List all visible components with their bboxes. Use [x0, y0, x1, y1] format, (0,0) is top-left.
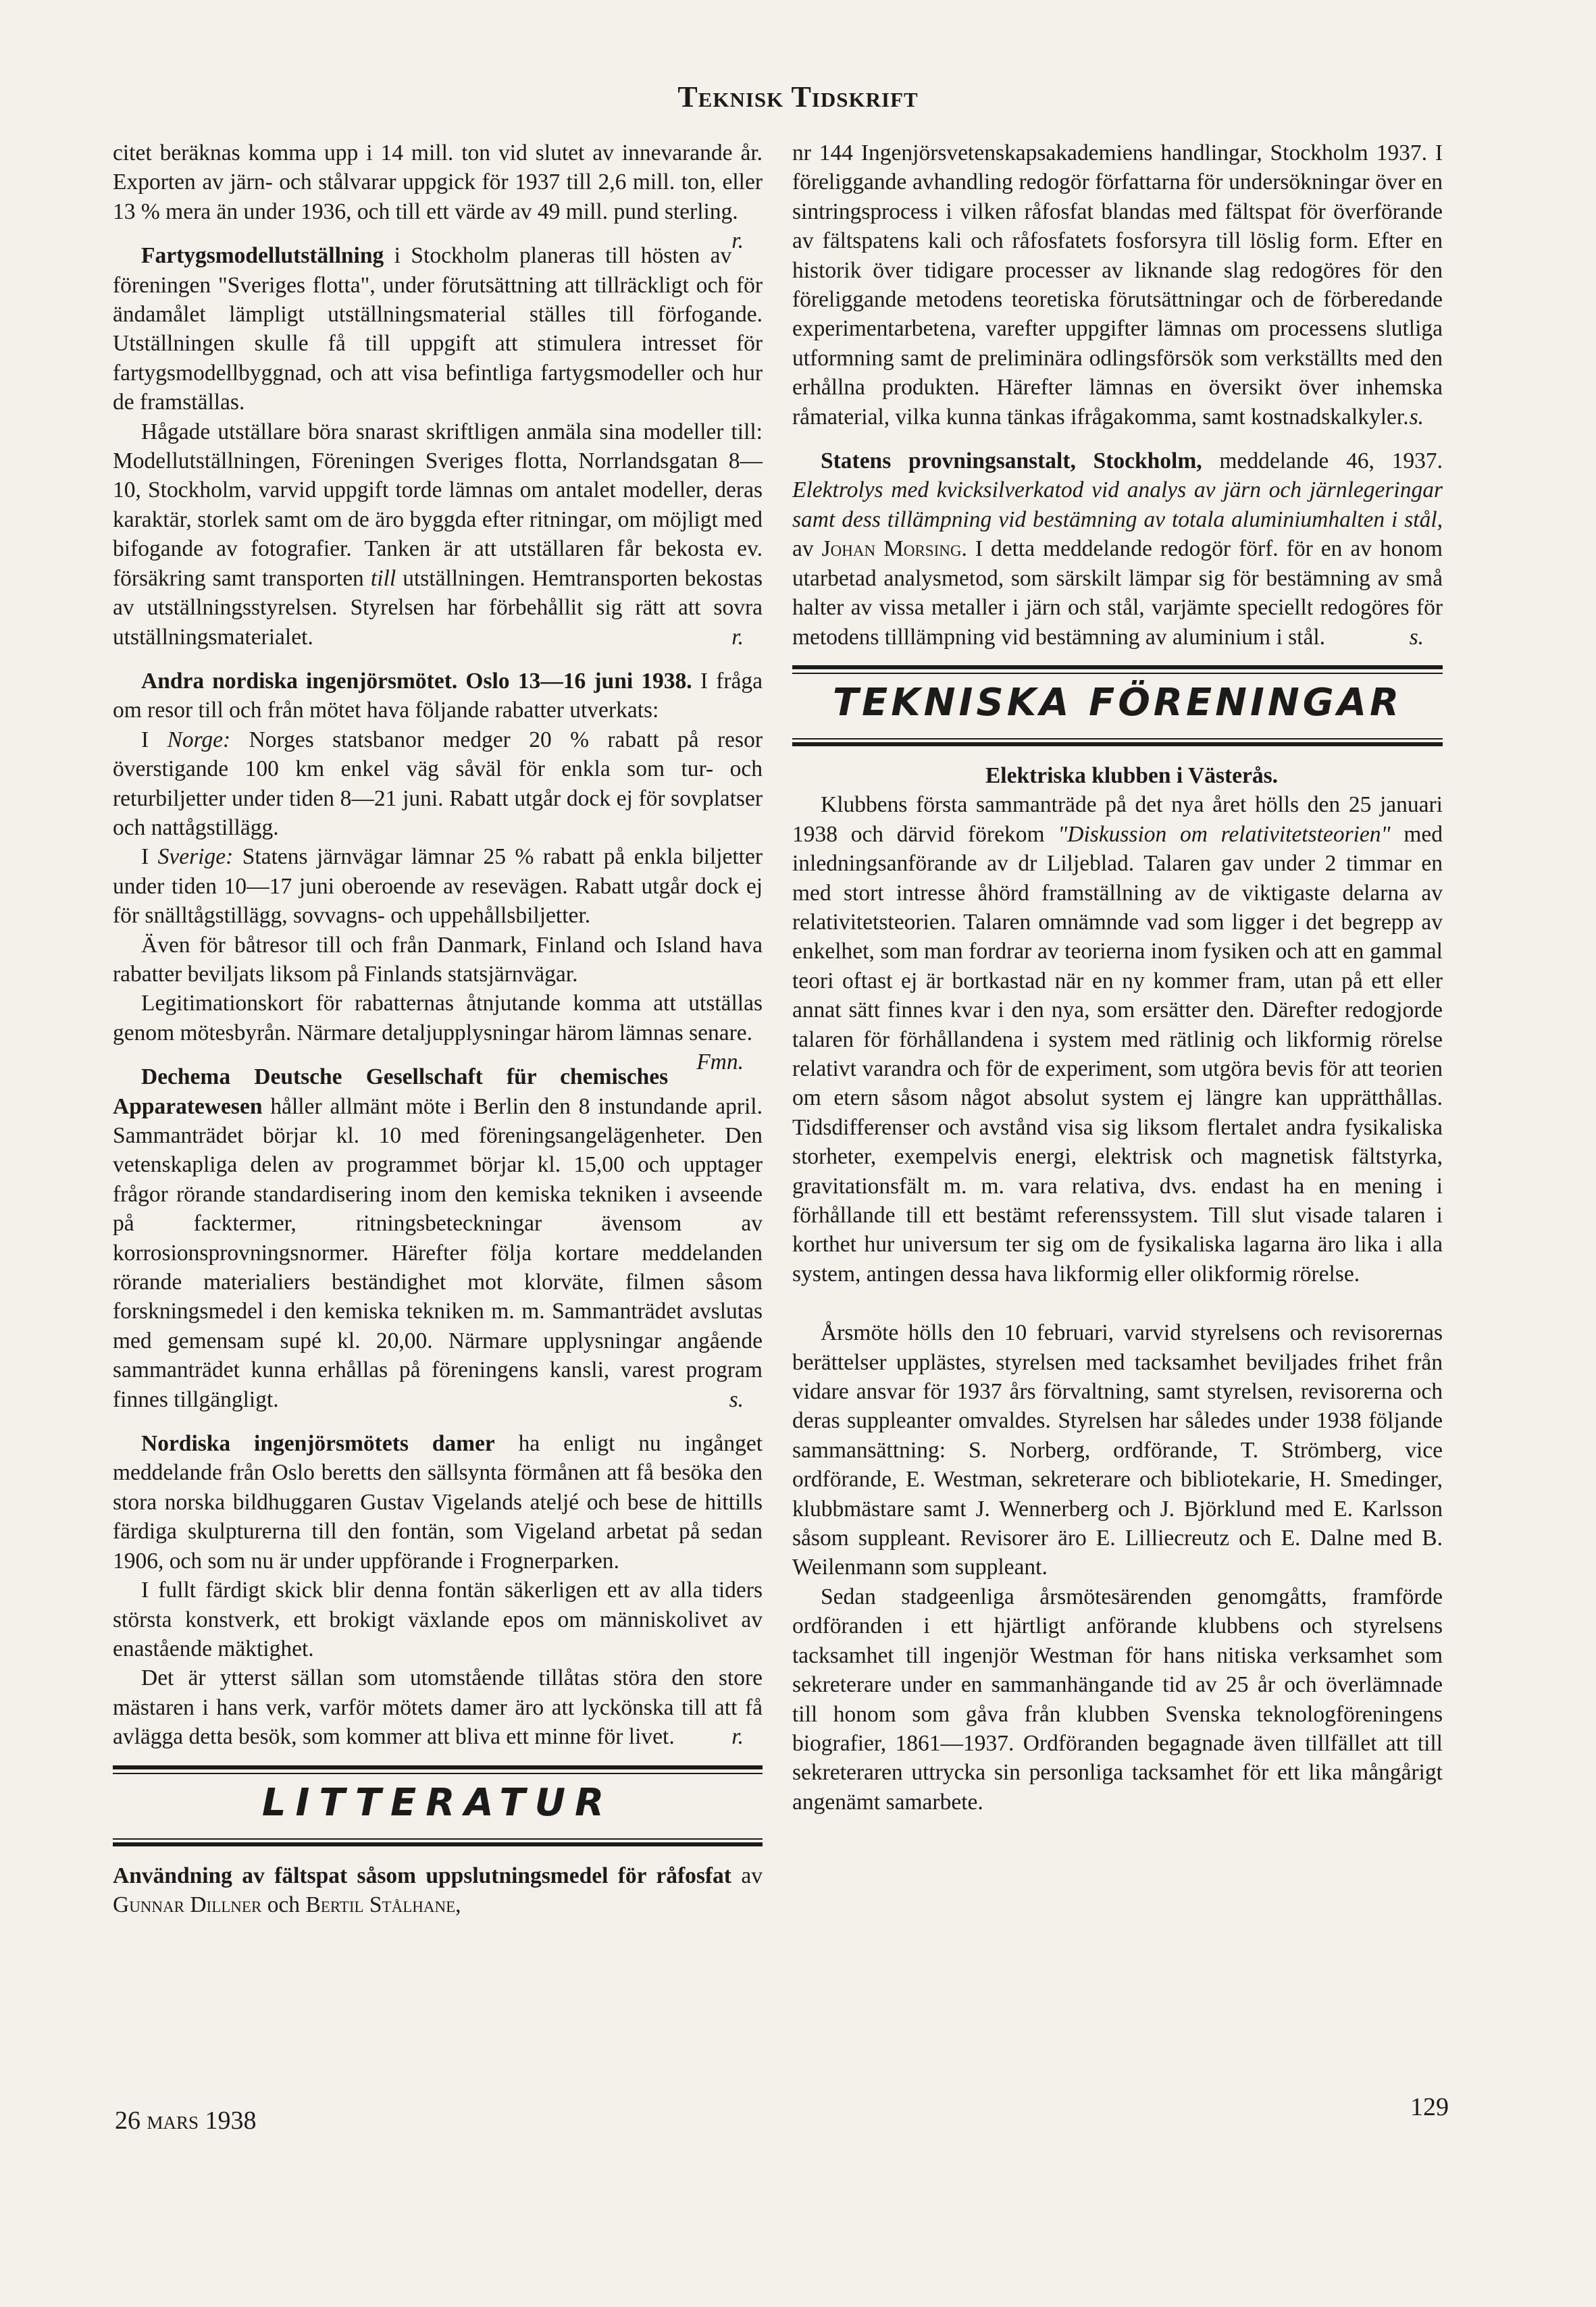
paragraph-literature-feldspar: Användning av fältspat såsom uppslutningsmedel för råfosfat av Gunnar Dillner och Bertil Stålhane,	[113, 1863, 763, 1917]
paragraph-heading: Statens provningsanstalt, Stockholm,	[821, 448, 1202, 474]
paragraph-annual-meeting: Årsmöte hölls den 10 februari, varvid styrelsens och revisorernas berättelser upplästes, styrelsen med tacksamhet beviljades frihet från vidare ansvar för 1937 års förvaltning, samt styrelsen, revisorerna och deras suppleanter omvaldes. Styrelsen har således under 1938 följande sammansättning: S. Norberg, ordförande, T. Strömberg, vice ordförande, E. Westman, sekreterare och bibliotekarie, H. Smedinger, klubbmästare samt J. Wennerberg och J. Björklund med E. Karlsson såsom suppleant. Revisorer äro E. Lilliecreutz och E. Dalne med B. Weilenmann som suppleant.	[792, 1320, 1443, 1580]
section-rule-bottom-thick	[792, 742, 1443, 746]
paragraph-tribute: Sedan stadgeenliga årsmötesärenden genomgåtts, framförde ordföranden i ett hjärtligt anförande klubbens och styrelsens tacksamhet till ingenjör Westman för hans nitiska verksamhet som sekreterare under en sammanhängande tid av 25 år och överlämnade till honom som gåva från klubben Svenska teknologföreningens biografier, 1861—1937. Ordföranden begagnade även tillfället att till sekreteraren uttrycka sin personliga tacksamhet för ett lika mångårigt angenämt samarbete.	[792, 1584, 1443, 1815]
section-rule-top	[113, 1765, 763, 1769]
signature: s.	[729, 1386, 744, 1412]
section-heading-tekniska-foreningar: TEKNISKA FÖRENINGAR	[832, 680, 1403, 725]
paragraph-identity-cards: Legitimationskort för rabatternas åtnjutande komma att utställas genom mötesbyrån. Närmare detaljupplysningar härom lämnas senare. Fmn.	[113, 989, 763, 1047]
paragraph-boat-travel: Även för båtresor till och från Danmark, Finland och Island hava rabatter beviljats liksom på Finlands statsjärnvägar.	[113, 932, 763, 987]
paragraph-provningsanstalt: Statens provningsanstalt, Stockholm, meddelande 46, 1937. Elektrolys med kvicksilverkatod vid analys av järn och järnlegeringar samt dess tillämpning vid bestämning av totala aluminiumhalten i stål, av Johan Morsing. I detta meddelande redogör förf. för en av honom utarbetad analysmetod, som särskilt lämpar sig för bestämning av små halter av vissa metaller i järn och stål, varjämte speciellt redogöres för metodens tilllämpning vid bestämning av aluminium i stål. s.	[792, 446, 1443, 652]
paragraph-fountain: I fullt färdigt skick blir denna fontän säkerligen ett av alla tiders största konstverk, ett brokigt växlande epos om människolivet av enastående mäktighet.	[113, 1578, 763, 1661]
signature: r.	[731, 228, 744, 254]
section-rule-bottom-thick	[113, 1842, 763, 1846]
paragraph-dechema: Dechema Deutsche Gesellschaft für chemisches Apparatewesen håller allmänt möte i Berlin den 8 instundande april. Sammanträdet börjar kl. 10 med föreningsangelägenheter. Den vetenskapliga delen av programmet börjar kl. 15,00 och upptager frågor rörande standardisering inom den kemiska tekniken i avseende på facktermer, ritningsbeteckningar ävensom av korrosionsprovningsnormer. Härefter följa kortare meddelanden rörande materialiers beständighet mot klorväte, filmen såsom forskningsmedel i den kemiska tekniken m. m. Sammanträdet avslutas med gemensam supé kl. 20,00. Närmare upplysningar angående sammanträdet kunna erhållas på föreningens kansli, varest program finnes tillgängligt. s.	[113, 1062, 763, 1414]
paragraph-feldspar-continued: nr 144 Ingenjörsvetenskapsakademiens handlingar, Stockholm 1937. I föreliggande avhandling redogör författarna för undersökningar över en sintringsprocess i vilken råfosfat blandas med fältspat för överförande av fältspatens kali och råfosfatets fosforsyra till löslig form. Efter en historik över tidigare processer av liknande slag redogöres för den föreliggande metodens teoretiska förutsättningar och de förberedande experimentarbetena, varefter uppgifter lämnas om processens slutliga utformning samt de preliminära odlingsförsök som verkställts med den erhållna produkten. Härefter lämnas en översikt över inhemska råmaterial, vilka kunna tänkas ifrågakomma, samt kostnadskalkyler. s.	[792, 138, 1443, 432]
section-rule-bottom	[113, 1838, 763, 1840]
paragraph-heading: Fartygsmodellutställning	[141, 243, 384, 269]
paragraph-visit: Det är ytterst sällan som utomstående tillåtas störa den store mästaren i hans verk, varför mötets damer äro att lyckönska till att få avlägga detta besök, som kommer att bliva ett minne för livet. r.	[113, 1663, 763, 1751]
paragraph-sweden: I Sverige: Statens järnvägar lämnar 25 % rabatt på enkla biljetter under tiden 10—17 juni oberoende av resevägen. Rabatt utgår dock ej för snälltågstillägg, sovvagns- och uppehållsbiljetter.	[113, 844, 763, 929]
section-rule-top	[792, 665, 1443, 669]
page-number: 129	[1410, 2093, 1449, 2121]
section-rule-bottom	[792, 738, 1443, 740]
paragraph-nordic-engineers-meeting: Andra nordiska ingenjörsmötet. Oslo 13—16 juni 1938. I fråga om resor till och från mötet hava följande rabatter utverkats:	[113, 668, 763, 723]
section-heading-litteratur: LITTERATUR	[261, 1780, 614, 1825]
paragraph-heading: Nordiska ingenjörsmötets damer	[141, 1431, 495, 1457]
paragraph-norway: I Norge: Norges statsbanor medger 20 % rabatt på resor överstigande 100 km enkel väg såväl för enkla som tur- och returbiljetter under tiden 8—21 juni. Rabatt utgår dock ej för sovplatser och nattågstillägg.	[113, 727, 763, 840]
signature: r.	[731, 624, 744, 650]
signature: s.	[1409, 624, 1424, 650]
signature: Fmn.	[696, 1049, 744, 1075]
right-column	[792, 138, 1443, 1817]
paragraph-ship-model-exhibition: Fartygsmodellutställning i Stockholm planeras till hösten av föreningen "Sveriges flotta", under förutsättning att tillräckligt och för ändamålet lämpligt utställningsmaterial ställes till förfogande. Utställningen skulle få till uppgift att stimulera intresset för fartygsmodellbyggnad, och att visa befintliga fartygsmodeller och hur de framställas.	[113, 243, 763, 415]
signature: s.	[1409, 404, 1424, 430]
signature: r.	[731, 1724, 744, 1750]
paragraph-heading: Dechema Deutsche Gesellschaft für chemisches Apparatewesen	[113, 1064, 669, 1119]
paragraph-ladies-program: Nordiska ingenjörsmötets damer ha enligt nu ingånget meddelande från Oslo beretts den sällsynta förmånen att få besöka den stora norska bildhuggaren Gustav Vigelands ateljé och bese de hittills färdiga skulpturerna till den fontän, som Vigeland arbetat på sedan 1906, och som nu är under uppförande i Frognerparken.	[113, 1431, 763, 1574]
subheading-elektriska-klubben: Elektriska klubben i Västerås.	[985, 762, 1279, 788]
paragraph-exhibitors: Hågade utställare böra snarast skriftligen anmäla sina modeller till: Modellutställningen, Föreningen Sveriges flotta, Norrlandsgatan 8—10, Stockholm, varvid uppgift torde lämnas om antalet modeller, deras karaktär, storlek samt om de äro byggda efter ritningar, om möjligt med bifogande av fotografier. Tanken är att utställaren får bekosta ev. försäkring samt transporten till utställningen. Hemtransporten bekostas av utställningsstyrelsen. Styrelsen har förbehållit sig rätt att sovra utställningsmaterialet. r.	[113, 417, 763, 652]
paragraph-relativity-meeting: Klubbens första sammanträde på det nya året hölls den 25 januari 1938 och därvid förekom "Diskussion om relativitetsteorien" med inledningsanförande av dr Liljeblad. Talaren gav under 2 timmar en med stort intresse åhörd framställning av de viktigaste delarna av relativitetsteorien. Talaren omnämnde vad som ligger i det begrepp av enkelhet, som man fordrar av teorierna inom fysiken och att en gammal teori oftast ej är bortkastad när en ny kommer fram, utan på ett eller annat sätt finnes kvar i den nya, som ersätter den. Därefter redogjorde talaren för förhållandena i system med rätlinig och likformig rörelse relativt varandra och för de experiment, som utgöra bevis för att teorien om etern såsom något absolut system ej längre kan upprätthållas. Tidsdifferenser och avstånd visa sig liksom flertalet andra fysikaliska storheter, exempelvis energi, elektrisk och magnetisk fältstyrka, gravitationsfält m. m. vara relativa, dvs. endast ha en mening i förhållande till ett bestämt referenssystem. Till slut visade talaren i korthet hur universum ter sig om de fysikaliska lagarna äro lika i alla system, antingen dessa hava likformig eller olikformig rörelse.	[792, 792, 1443, 1287]
paragraph-heading: Användning av fältspat såsom uppslutningsmedel för råfosfat	[113, 1863, 731, 1888]
paragraph-heading: Andra nordiska ingenjörsmötet. Oslo 13—16 juni 1938.	[141, 668, 692, 694]
running-head: Teknisk Tidskrift	[677, 80, 919, 113]
paragraph-steel-export: citet beräknas komma upp i 14 mill. ton vid slutet av innevarande år. Exporten av järn- och stålvarar uppgick för 1937 till 2,6 mill. ton, eller 13 % mera än under 1936, och till ett värde av 49 mill. pund sterling. r.	[113, 138, 763, 226]
left-column	[113, 138, 763, 1919]
footer-date: 26 mars 1938	[115, 2106, 257, 2135]
